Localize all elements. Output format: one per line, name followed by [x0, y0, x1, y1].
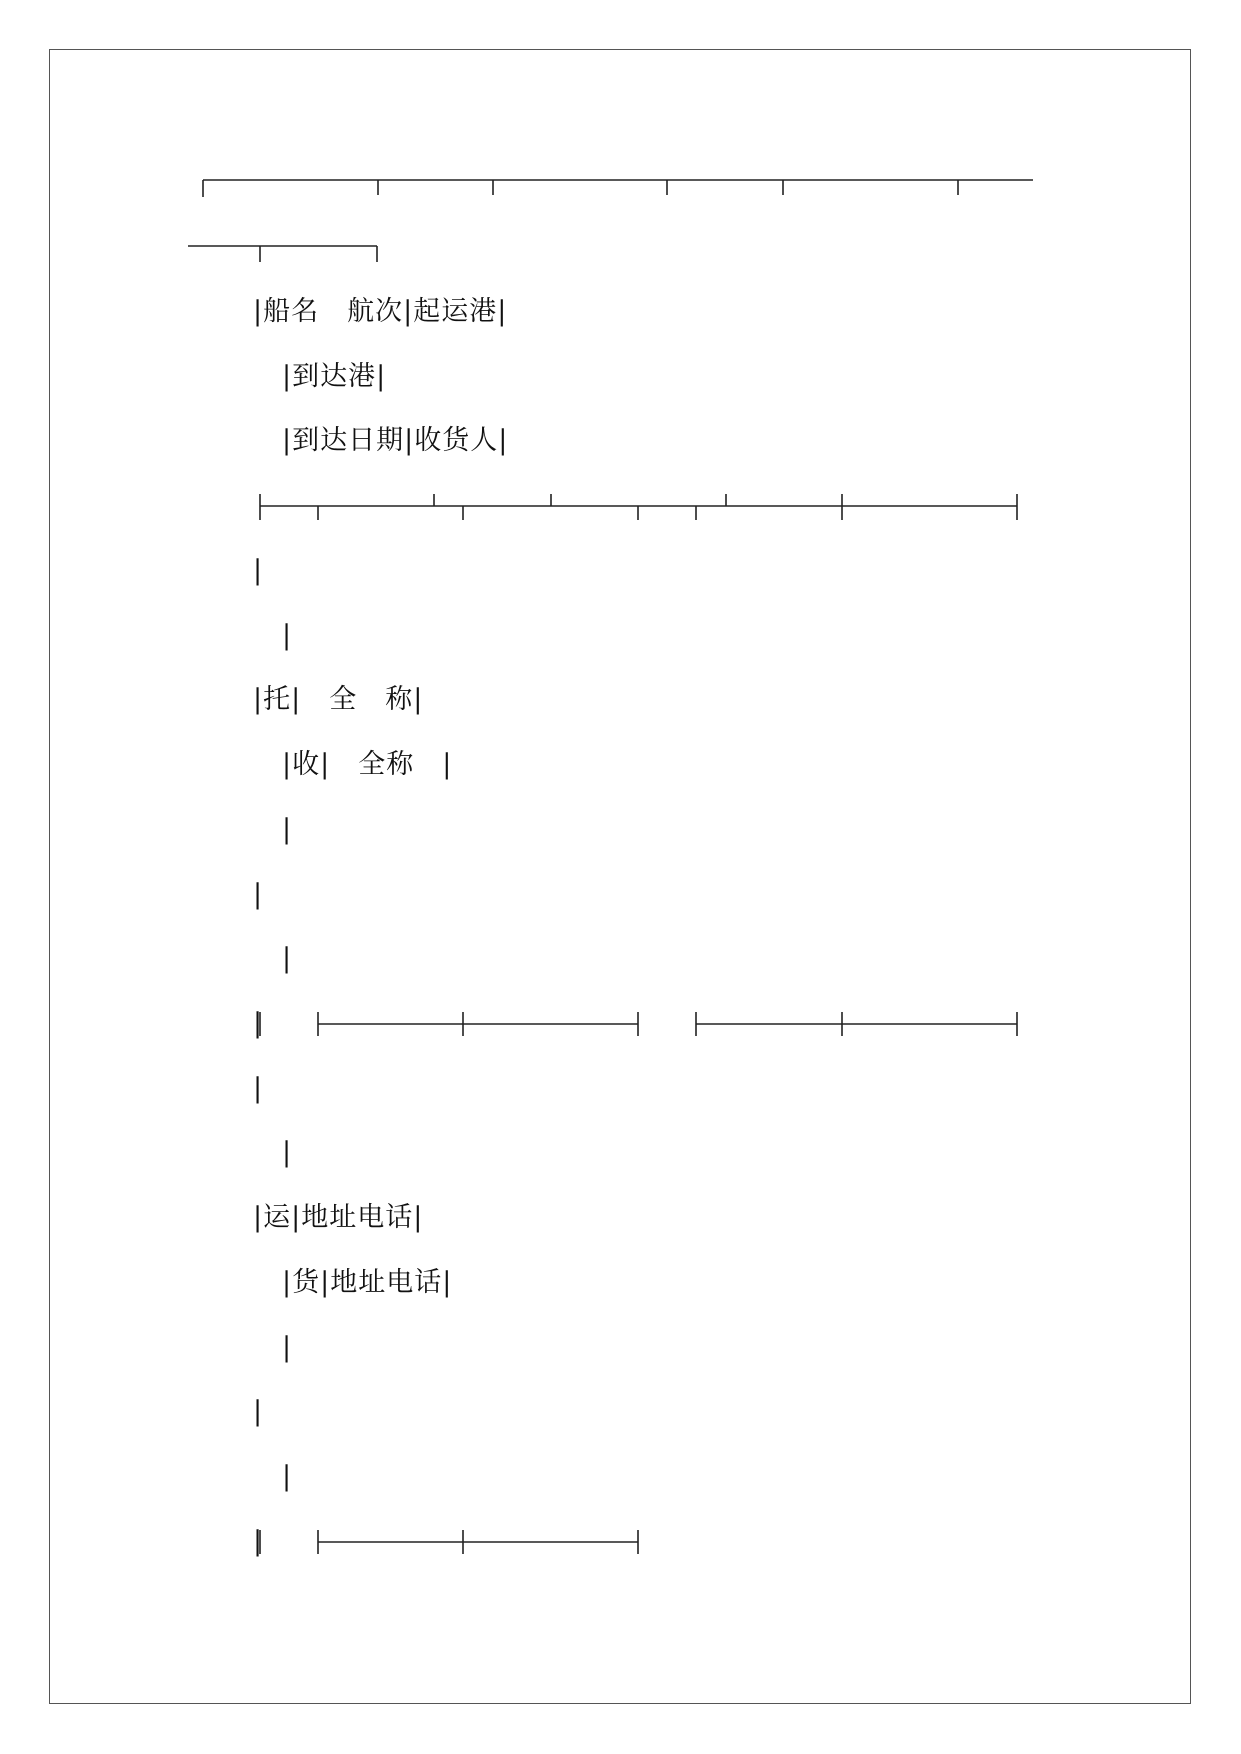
pipe-line: | — [253, 1008, 264, 1039]
row-ship-voyage-port: |船名 航次|起运港| — [253, 296, 508, 327]
row-consignee-name: |收| 全称 | — [282, 749, 453, 780]
row-consignee-address: |货|地址电话| — [282, 1267, 453, 1298]
pipe-line: | — [282, 620, 293, 651]
pipe-line: | — [253, 1073, 264, 1104]
pipe-line: | — [253, 555, 264, 586]
pipe-line: | — [282, 1137, 293, 1168]
pipe-line: | — [282, 814, 293, 845]
row-arrival-date-consignee: |到达日期|收货人| — [282, 425, 509, 456]
pipe-line: | — [282, 1461, 293, 1492]
pipe-line: | — [253, 879, 264, 910]
pipe-line: | — [282, 1332, 293, 1363]
pipe-line: | — [253, 1526, 264, 1557]
row-shipper-name: |托| 全 称| — [253, 684, 424, 715]
row-shipper-address: |运|地址电话| — [253, 1202, 424, 1233]
row-arrival-port: |到达港| — [282, 361, 387, 392]
pipe-line: | — [282, 943, 293, 974]
pipe-line: | — [253, 1396, 264, 1427]
